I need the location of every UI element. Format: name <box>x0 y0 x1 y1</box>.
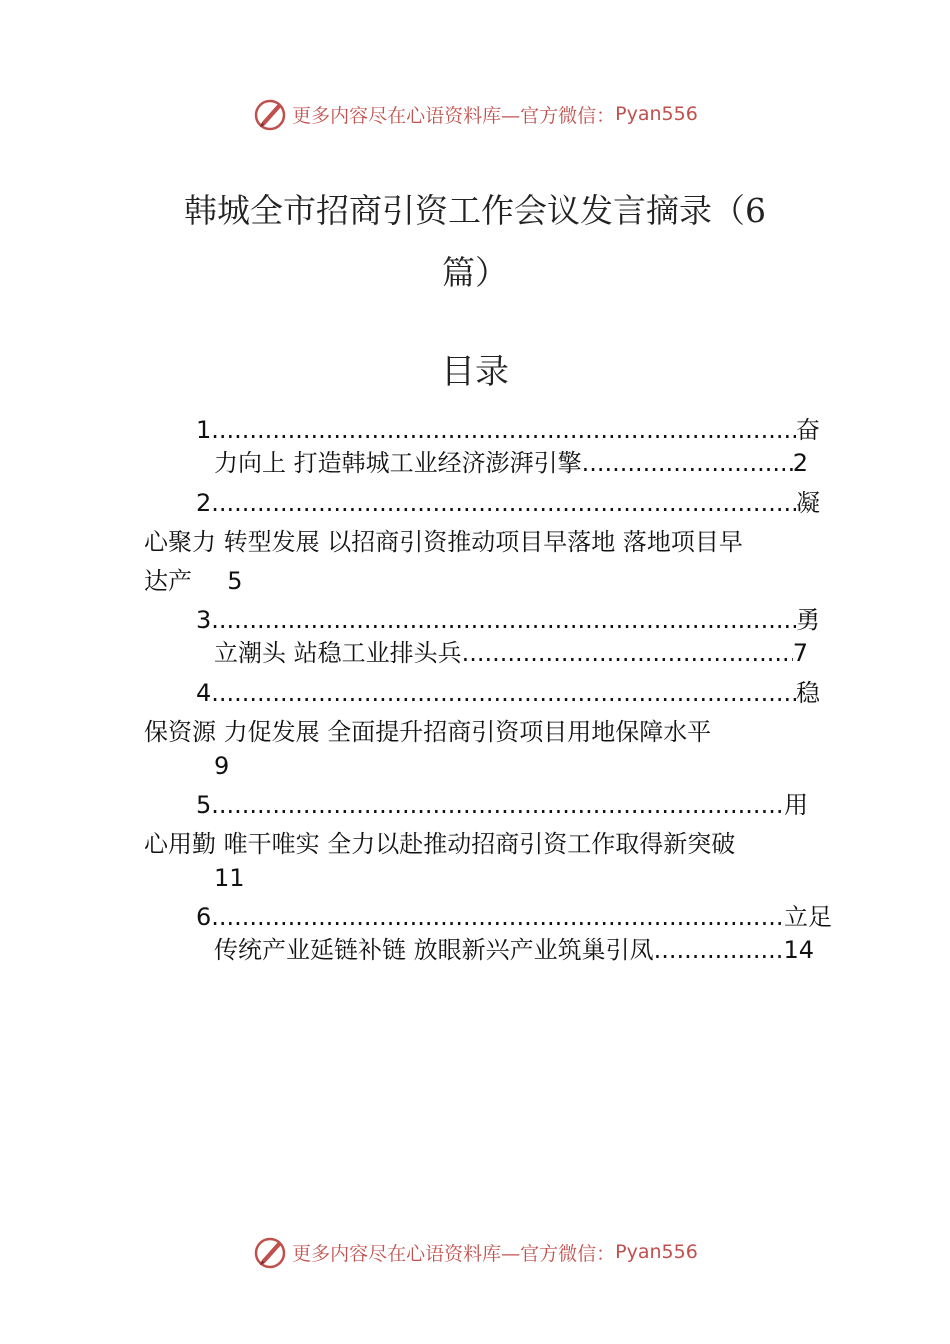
toc-entry-first-char: 凝 <box>796 489 820 517</box>
toc-entry-text: 传统产业延链补链 放眼新兴产业筑巢引凤 <box>214 936 654 964</box>
toc-leader-dots <box>211 676 796 710</box>
banner-wechat-id: Pyan556 <box>615 103 698 125</box>
toc-leader-dots <box>654 933 784 967</box>
toc-leader-dots <box>211 486 796 520</box>
toc-entry-first-char: 稳 <box>796 679 820 707</box>
pen-circle-logo-icon <box>252 1234 288 1270</box>
toc-leader-dots <box>211 413 796 447</box>
toc-entry-2-line-2[interactable]: 心聚力 转型发展 以招商引资推动项目早落地 落地项目早 <box>144 528 743 556</box>
toc-entry-number: 1 <box>196 416 212 444</box>
toc-entry-text: 达产 <box>144 567 192 595</box>
toc-entry-1-line-1[interactable] <box>196 413 820 447</box>
toc-entry-page: 5 <box>227 567 243 595</box>
banner-text: 更多内容尽在心语资料库—官方微信： <box>292 1242 616 1265</box>
toc-entry-2-line-1[interactable] <box>196 486 820 520</box>
footer-banner <box>0 1232 950 1272</box>
toc-entry-1-line-2[interactable] <box>214 446 808 480</box>
toc-entry-page: 7 <box>792 639 808 667</box>
toc-entry-4-page[interactable]: 9 <box>214 752 230 780</box>
toc-entry-number: 4 <box>196 679 212 707</box>
toc-entry-5-line-2[interactable]: 心用勤 唯干唯实 全力以赴推动招商引资工作取得新突破 <box>144 830 736 858</box>
toc-entry-first-char: 勇 <box>796 606 820 634</box>
banner-wechat-id: Pyan556 <box>615 1241 698 1263</box>
toc-entry-4-line-2[interactable]: 保资源 力促发展 全面提升招商引资项目用地保障水平 <box>144 718 712 746</box>
toc-entry-page: 14 <box>783 936 814 964</box>
banner-text: 更多内容尽在心语资料库—官方微信： <box>292 104 616 127</box>
toc-entry-number: 2 <box>196 489 212 517</box>
toc-entry-number: 5 <box>196 791 212 819</box>
toc-entry-4-line-1[interactable] <box>196 676 820 710</box>
toc-entry-number: 6 <box>196 903 212 931</box>
pen-circle-logo-icon <box>252 96 288 132</box>
title-line-1: 韩城全市招商引资工作会议发言摘录（6 <box>184 191 766 230</box>
toc-heading: 目录 <box>441 352 509 392</box>
toc-entry-number: 3 <box>196 606 212 634</box>
toc-entry-first-char: 用 <box>784 791 808 819</box>
toc-entry-6-line-1[interactable] <box>196 900 832 934</box>
document-title <box>150 180 800 304</box>
toc-leader-dots <box>462 636 793 670</box>
toc-leader-dots <box>211 900 784 934</box>
toc-leader-dots <box>211 603 796 637</box>
toc-entry-first-char: 立足 <box>784 903 832 931</box>
toc-entry-page: 2 <box>792 449 808 477</box>
toc-entry-first-char: 奋 <box>796 416 820 444</box>
toc-entry-3-line-1[interactable] <box>196 603 820 637</box>
toc-entry-6-line-2[interactable] <box>214 933 814 967</box>
toc-leader-dots <box>211 788 784 822</box>
toc-entry-5-page[interactable]: 11 <box>214 864 245 892</box>
toc-entry-2-line-3[interactable] <box>144 564 344 598</box>
toc-leader-dots <box>582 446 793 480</box>
title-line-2: 篇） <box>442 253 508 292</box>
toc-entry-3-line-2[interactable] <box>214 636 808 670</box>
toc-entry-text: 力向上 打造韩城工业经济澎湃引擎 <box>214 449 582 477</box>
header-banner <box>0 94 950 134</box>
toc-entry-5-line-1[interactable] <box>196 788 808 822</box>
toc-entry-text: 立潮头 站稳工业排头兵 <box>214 639 462 667</box>
